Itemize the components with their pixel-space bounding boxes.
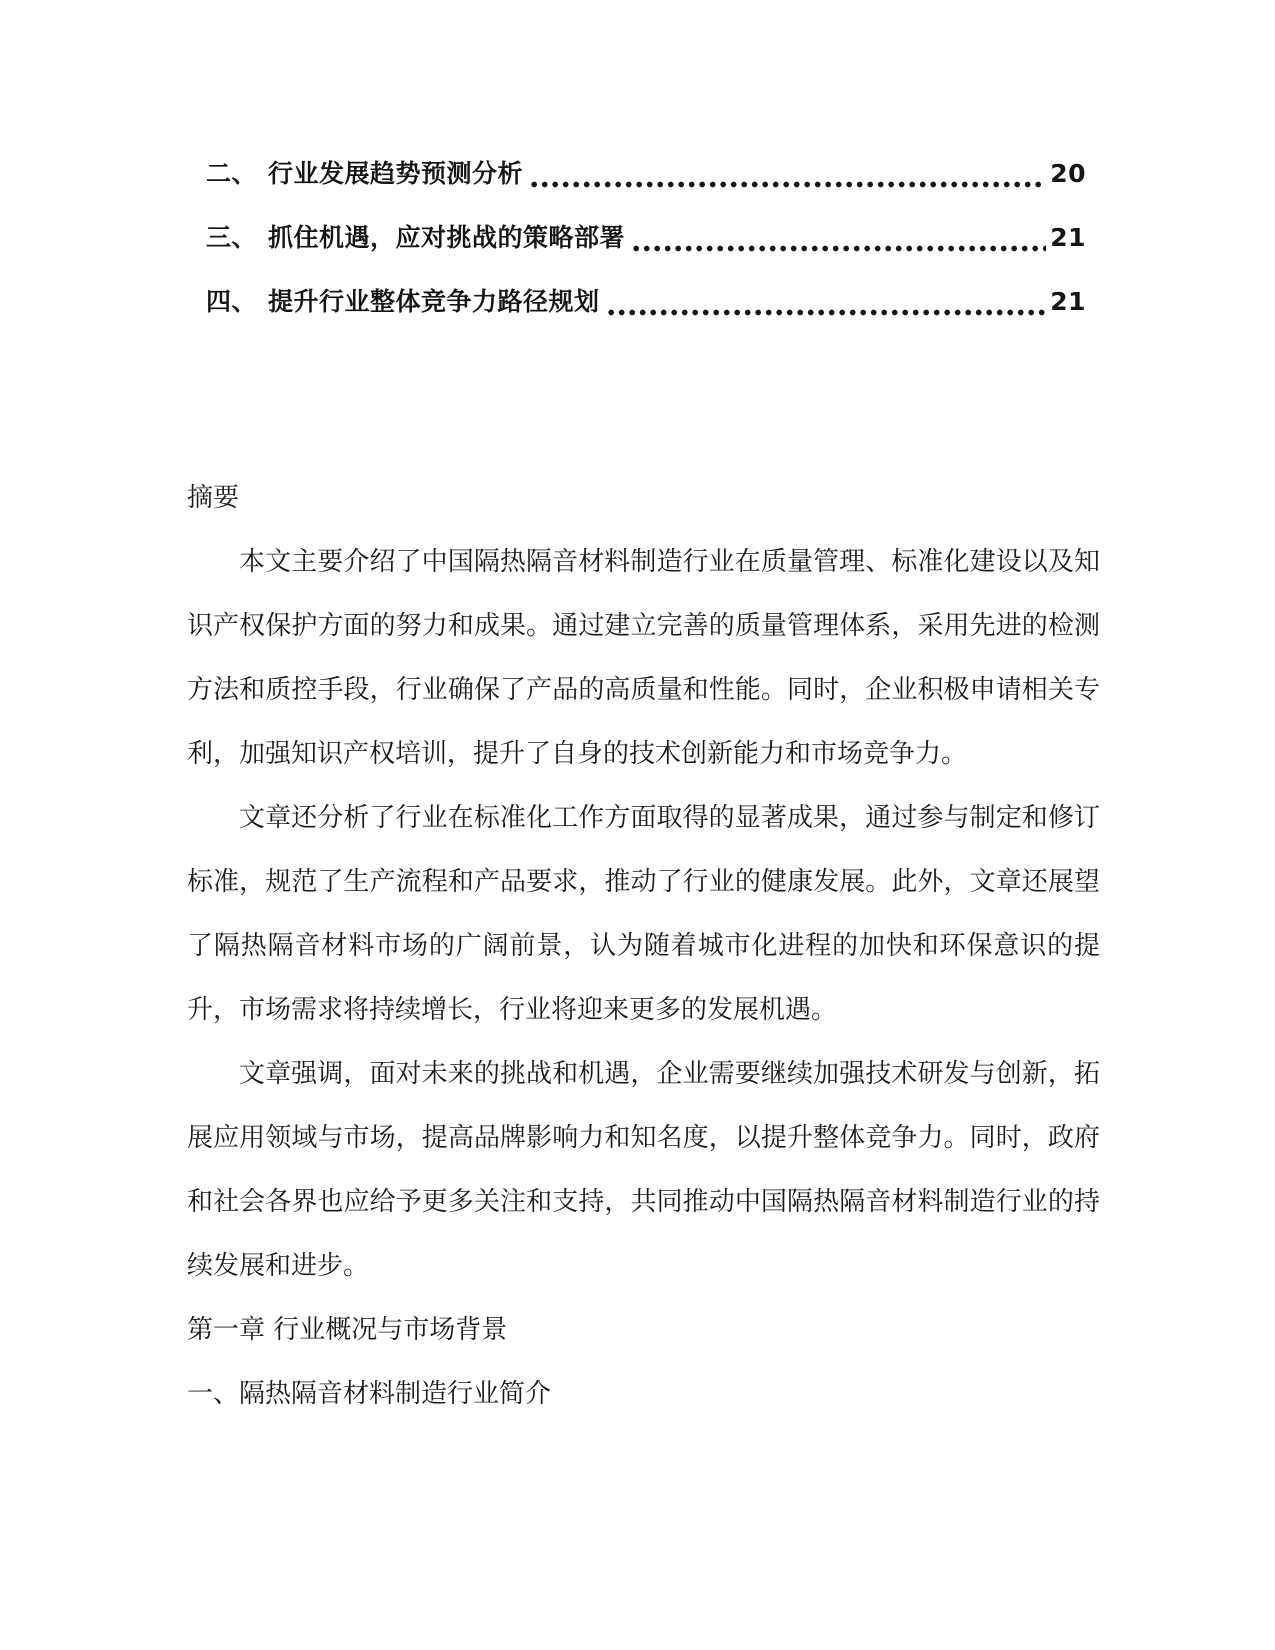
chapter-heading: 第一章 行业概况与市场背景	[187, 1315, 508, 1345]
toc-entry[interactable]	[206, 142, 1086, 206]
section-heading: 一、隔热隔音材料制造行业简介	[187, 1379, 552, 1409]
toc-entry[interactable]	[206, 206, 1086, 270]
abstract-paragraph: 本文主要介绍了中国隔热隔音材料制造行业在质量管理、标准化建设以及知识产权保护方面的努力和成果。通过建立完善的质量管理体系，采用先进的检测方法和质控手段，行业确保了产品的高质量和性能。同时，企业积极申请相关专利，加强知识产权培训，提升了自身的技术创新能力和市场竞争力。	[187, 547, 1100, 769]
toc-dot-leader	[531, 181, 1046, 188]
toc-entry-number: 四、	[206, 287, 258, 316]
abstract-paragraph: 文章还分析了行业在标准化工作方面取得的显著成果，通过参与制定和修订标准，规范了生产流程和产品要求，推动了行业的健康发展。此外，文章还展望了隔热隔音材料市场的广阔前景，认为随着城市化进程的加快和环保意识的提升，市场需求将持续增长，行业将迎来更多的发展机遇。	[187, 803, 1100, 1025]
toc-entry-number: 三、	[206, 223, 258, 252]
toc-dot-leader	[608, 309, 1047, 316]
toc-entry-number: 二、	[206, 159, 258, 188]
toc-page-number: 20	[1050, 159, 1086, 188]
toc-page-number: 21	[1050, 223, 1086, 252]
toc-entry-title: 提升行业整体竞争力路径规划	[268, 287, 600, 316]
abstract-heading: 摘要	[187, 483, 240, 513]
abstract-paragraph: 文章强调，面对未来的挑战和机遇，企业需要继续加强技术研发与创新，拓展应用领域与市场，提高品牌影响力和知名度，以提升整体竞争力。同时，政府和社会各界也应给予更多关注和支持，共同推动中国隔热隔音材料制造行业的持续发展和进步。	[187, 1059, 1100, 1281]
toc-page-number: 21	[1050, 287, 1086, 316]
toc-entry-title: 行业发展趋势预测分析	[268, 159, 524, 188]
toc-dot-leader	[633, 245, 1046, 252]
toc-entry[interactable]	[206, 270, 1086, 334]
table-of-contents	[206, 142, 1086, 334]
toc-entry-title: 抓住机遇，应对挑战的策略部署	[268, 223, 626, 252]
abstract-section	[187, 466, 1100, 1426]
